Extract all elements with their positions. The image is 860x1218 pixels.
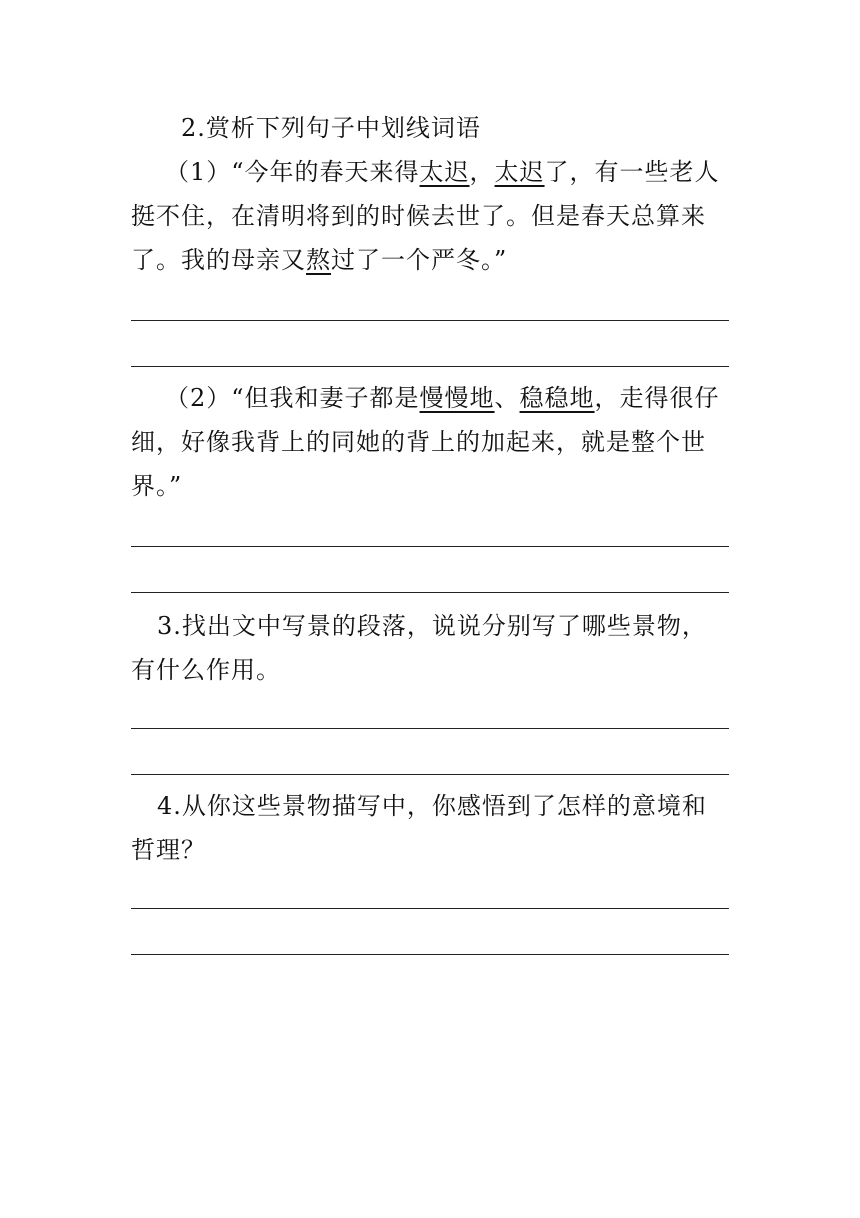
underlined-word: 熬 bbox=[306, 246, 331, 274]
answer-line[interactable] bbox=[131, 592, 729, 593]
sentence-1-text: 了，有一些老人挺不住，在清明将到的时候去世了。但是春天总算来了。我的母亲又 bbox=[131, 158, 720, 274]
answer-line[interactable] bbox=[131, 728, 729, 729]
answer-line[interactable] bbox=[131, 366, 729, 367]
underlined-word: 太迟 bbox=[419, 158, 470, 186]
question-2-sentence-1 bbox=[131, 150, 729, 282]
question-4 bbox=[131, 784, 729, 872]
sentence-1-text: 过了一个严冬。” bbox=[331, 246, 508, 274]
question-2-sentence-2 bbox=[131, 376, 729, 508]
answer-line[interactable] bbox=[131, 774, 729, 775]
answer-line[interactable] bbox=[131, 908, 729, 909]
answer-line[interactable] bbox=[131, 954, 729, 955]
answer-line[interactable] bbox=[131, 546, 729, 547]
question-4-text: 4.从你这些景物描写中，你感悟到了怎样的意境和哲理？ bbox=[131, 792, 707, 864]
question-2-title-text: 2.赏析下列句子中划线词语 bbox=[181, 114, 481, 142]
sentence-2-text: ，走得很仔细，好像我背上的同她的背上的加起来，就是整个世界。” bbox=[131, 384, 720, 500]
answer-line[interactable] bbox=[131, 320, 729, 321]
question-2-title bbox=[131, 106, 729, 150]
sentence-2-text: （2）“但我和妻子都是 bbox=[165, 384, 420, 412]
question-3 bbox=[131, 604, 729, 692]
question-3-text: 3.找出文中写景的段落，说说分别写了哪些景物，有什么作用。 bbox=[131, 612, 707, 684]
underlined-word: 慢慢地 bbox=[419, 384, 495, 412]
sentence-1-text: （1）“今年的春天来得 bbox=[165, 158, 420, 186]
sentence-1-text: ， bbox=[469, 158, 495, 186]
underlined-word: 太迟 bbox=[494, 158, 545, 186]
underlined-word: 稳稳地 bbox=[519, 384, 595, 412]
sentence-2-text: 、 bbox=[494, 384, 520, 412]
